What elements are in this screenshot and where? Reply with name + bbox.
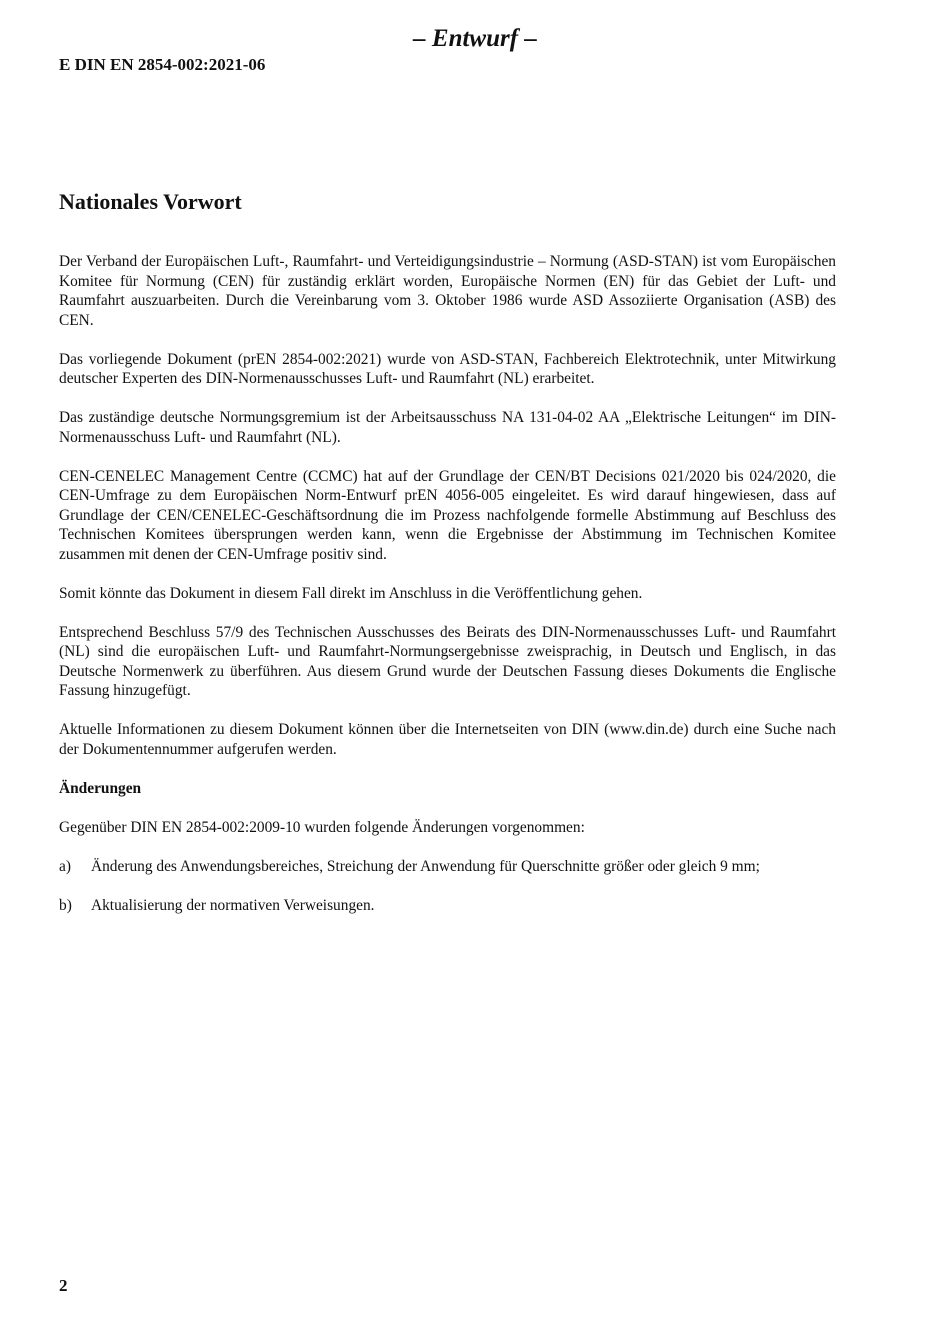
paragraph-ccmc: CEN-CENELEC Management Centre (CCMC) hat auf der Grundlage der CEN/BT Decisions 021/2020 bis 024/2020, die CEN-Umfrage zu dem Europäischen Norm-Entwurf prEN 4056-005 eingeleitet. Es wird darauf hingewiesen, dass auf Grundlage der CEN/CENELEC-Geschäftsordnung die im Prozess nachfolgende formelle Abstimmung auf Beschluss des Technischen Komitees übersprungen werden kann, wenn die Ergebnisse der Abstimmung im Technischen Komitee zusammen mit denen der CEN-Umfrage positiv sind.: [59, 467, 836, 563]
paragraph-bilingual: Entsprechend Beschluss 57/9 des Technischen Ausschusses des Beirats des DIN-Normenausschusses Luft- und Raumfahrt (NL) sind die europäischen Luft- und Raumfahrt-Normungsergebnisse zweisprachig, in Deutsch und Englisch, in das Deutsche Normenwerk zu überführen. Aus diesem Grund wurde der Deutschen Fassung dieses Dokuments die Englische Fassung hinzugefügt.: [59, 623, 836, 699]
section-title: Nationales Vorwort: [59, 189, 242, 214]
document-body: [59, 188, 836, 935]
list-item: [59, 896, 836, 916]
page-number: 2: [59, 1276, 68, 1295]
list-item: [59, 857, 836, 877]
changes-intro: Gegenüber DIN EN 2854-002:2009-10 wurden folgende Änderungen vorgenommen:: [59, 818, 585, 836]
paragraph-publication: Somit könnte das Dokument in diesem Fall direkt im Anschluss in die Veröffentlichung gehen.: [59, 584, 643, 602]
paragraph-committee: Das zuständige deutsche Normungsgremium ist der Arbeitsausschuss NA 131-04-02 AA „Elektrische Leitungen“ im DIN-Normenausschuss Luft- und Raumfahrt (NL).: [59, 409, 836, 446]
paragraph-information: Aktuelle Informationen zu diesem Dokument können über die Internetseiten von DIN (www.din.de) durch eine Suche nach der Dokumentennummer aufgerufen werden.: [59, 721, 836, 758]
paragraph-asd-stan: Der Verband der Europäischen Luft-, Raumfahrt- und Verteidigungsindustrie – Normung (ASD-STAN) ist vom Europäischen Komitee für Normung (CEN) für zuständig erklärt worden, Europäische Normen (EN) für das Gebiet der Luft- und Raumfahrt auszuarbeiten. Durch die Vereinbarung vom 3. Oktober 1986 wurde ASD Assoziierte Organisation (ASB) des CEN.: [59, 253, 836, 329]
list-item-text: Änderung des Anwendungsbereiches, Streichung der Anwendung für Querschnitte größer oder gleich 9 mm;: [91, 857, 760, 875]
list-item-text: Aktualisierung der normativen Verweisungen.: [91, 896, 375, 914]
draft-watermark-label: – Entwurf –: [413, 25, 537, 52]
paragraph-document-origin: Das vorliegende Dokument (prEN 2854-002:2021) wurde von ASD-STAN, Fachbereich Elektrotechnik, unter Mitwirkung deutscher Experten des DIN-Normenausschusses Luft- und Raumfahrt (NL) erarbeitet.: [59, 350, 836, 387]
list-marker: a): [59, 857, 71, 875]
document-id: E DIN EN 2854-002:2021-06: [59, 55, 266, 74]
list-marker: b): [59, 896, 72, 914]
changes-heading: Änderungen: [59, 779, 142, 797]
